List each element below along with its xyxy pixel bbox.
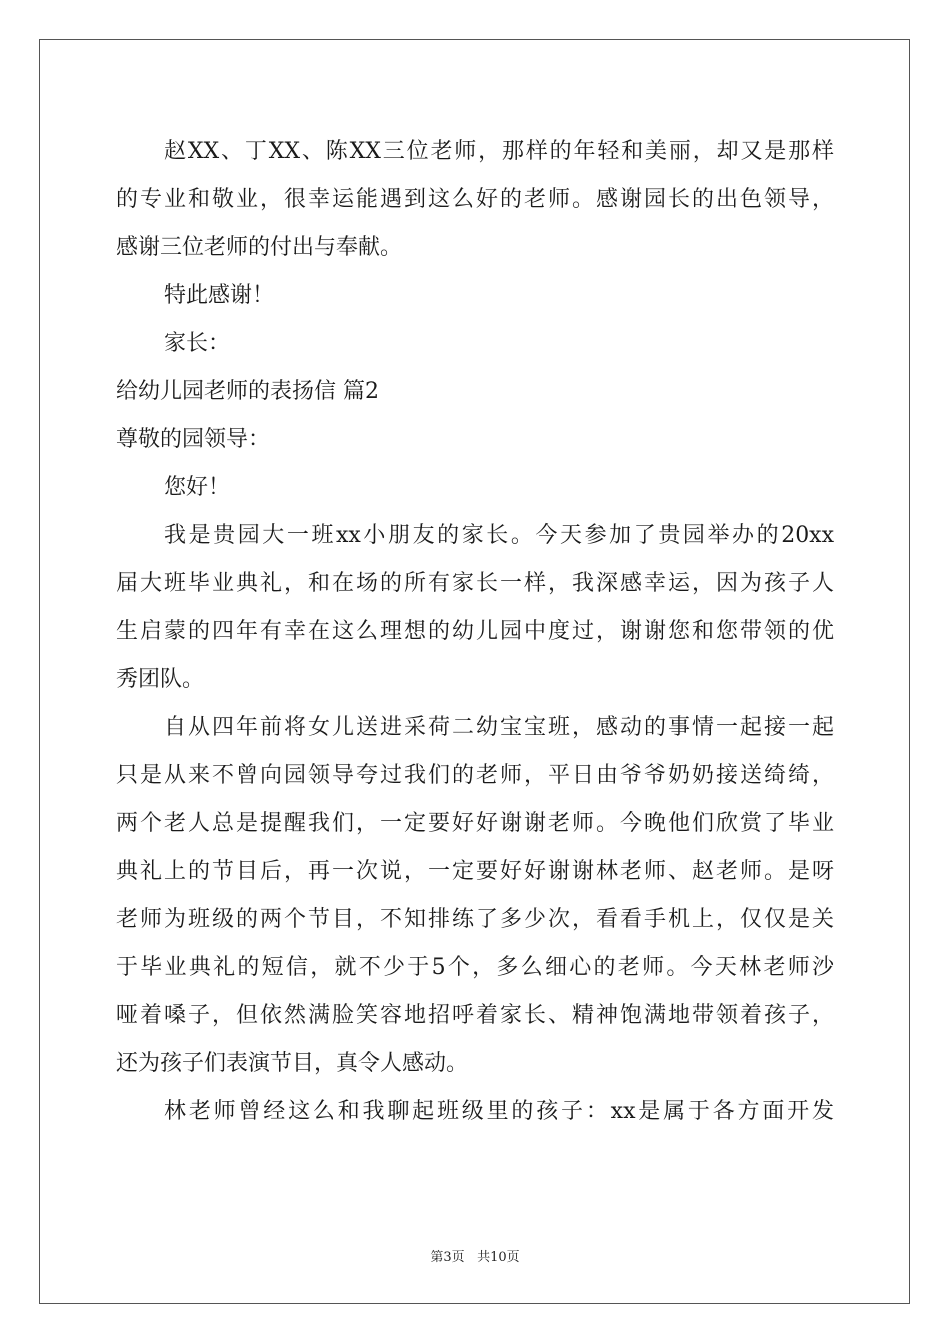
closing-line: 特此感谢！ [164, 283, 275, 308]
paragraph-line: 还为孩子们表演节目，真令人感动。 [116, 1051, 469, 1076]
paragraph-line: 的专业和敬业，很幸运能遇到这么好的老师。感谢园长的出色领导， [116, 187, 834, 212]
paragraph-line: 只是从来不曾向园领导夸过我们的老师，平日由爷爷奶奶接送绮绮， [116, 763, 834, 788]
paragraph-line: 哑着嗓子，但依然满脸笑容地招呼着家长、精神饱满地带领着孩子， [116, 1003, 834, 1028]
paragraph-line: 典礼上的节目后，再一次说，一定要好好谢谢林老师、赵老师。是呀 [116, 859, 834, 884]
paragraph-line: 老师为班级的两个节目，不知排练了多少次，看看手机上，仅仅是关 [116, 907, 834, 932]
paragraph-line: 自从四年前将女儿送进采荷二幼宝宝班，感动的事情一起接一起 [164, 715, 834, 740]
paragraph-line: 于毕业典礼的短信，就不少于5个，多么细心的老师。今天林老师沙 [116, 955, 834, 980]
salutation: 尊敬的园领导： [116, 427, 271, 452]
paragraph-line: 林老师曾经这么和我聊起班级里的孩子：xx是属于各方面开发 [164, 1099, 834, 1124]
paragraph-line: 我是贵园大一班xx小朋友的家长。今天参加了贵园举办的20xx [164, 523, 834, 548]
page-number: 第3页 [430, 1250, 465, 1265]
section-title: 给幼儿园老师的表扬信 篇2 [116, 379, 379, 404]
document-body [116, 128, 834, 1136]
paragraph-line: 感谢三位老师的付出与奉献。 [116, 235, 403, 260]
greeting: 您好！ [164, 475, 231, 500]
page-total: 共10页 [477, 1250, 520, 1265]
paragraph-line: 两个老人总是提醒我们，一定要好好谢谢老师。今晚他们欣赏了毕业 [116, 811, 834, 836]
paragraph-line: 生启蒙的四年有幸在这么理想的幼儿园中度过，谢谢您和您带领的优 [116, 619, 834, 644]
paragraph-line: 赵XX、丁XX、陈XX三位老师，那样的年轻和美丽，却又是那样 [164, 139, 834, 164]
signature-line: 家长： [164, 331, 231, 356]
paragraph-line: 秀团队。 [116, 667, 205, 692]
page-footer [0, 1246, 950, 1265]
paragraph-line: 届大班毕业典礼，和在场的所有家长一样，我深感幸运，因为孩子人 [116, 571, 834, 596]
